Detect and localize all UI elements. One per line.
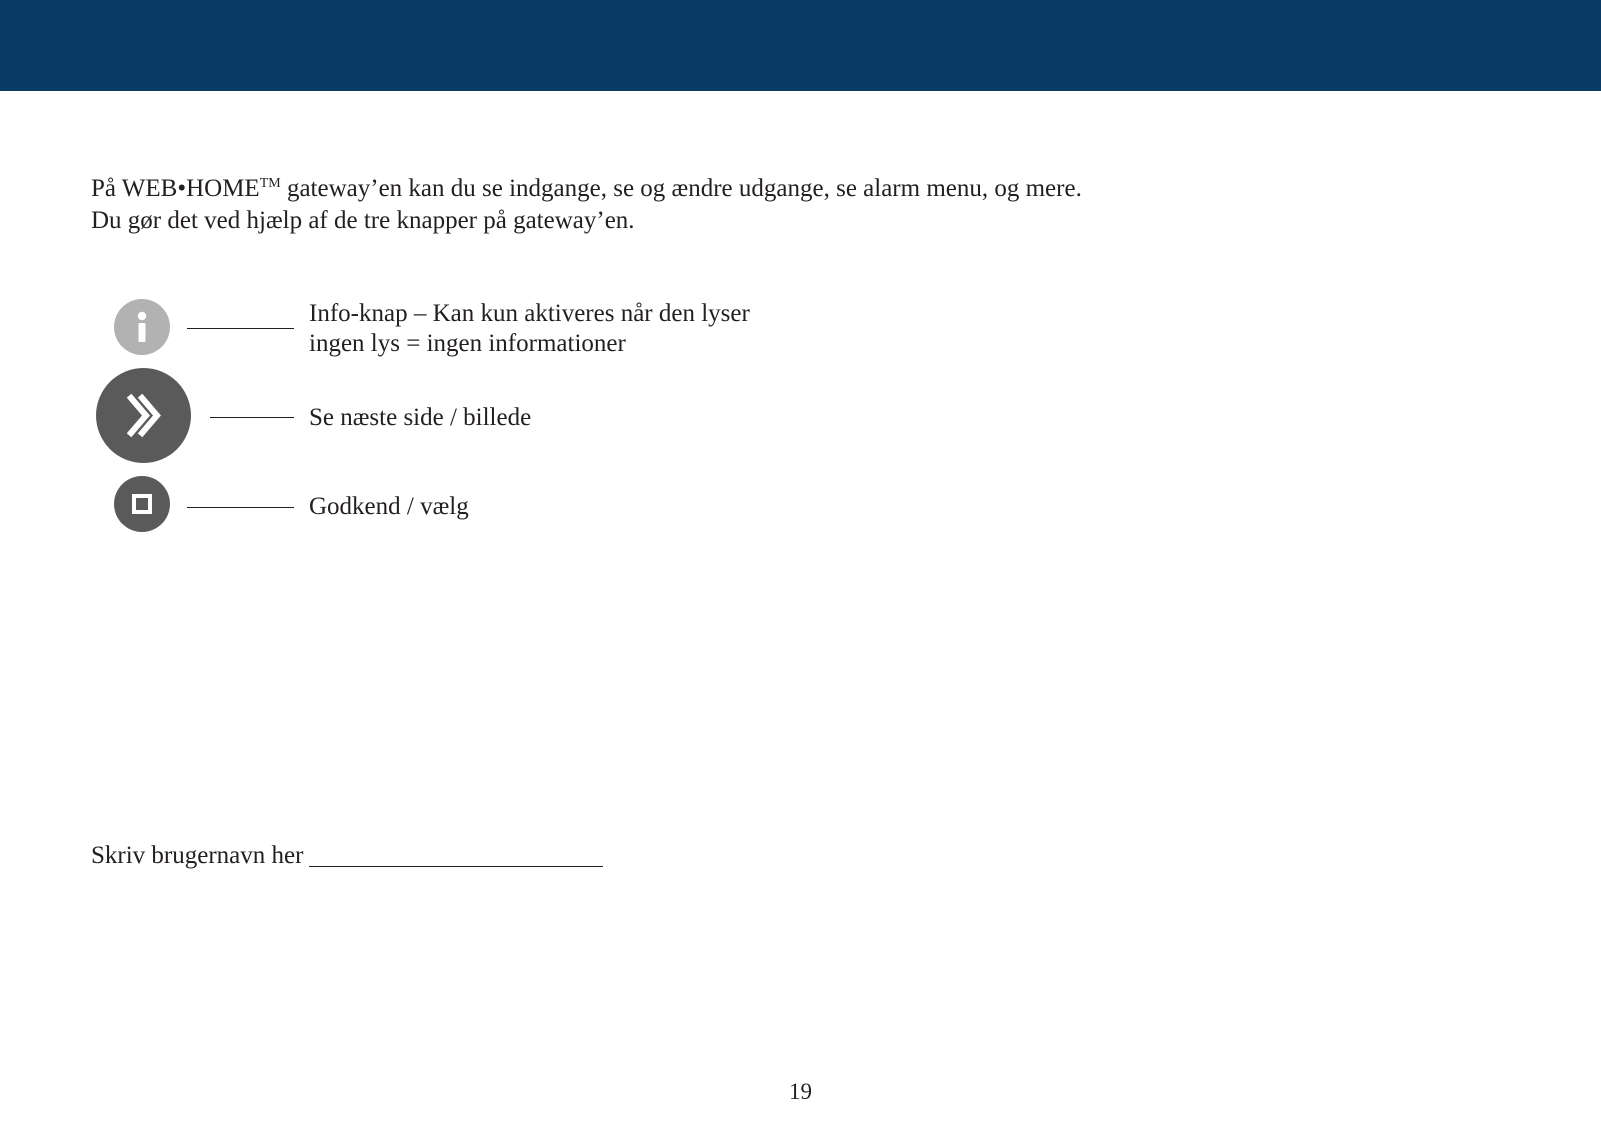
intro-text <box>91 173 1082 237</box>
trademark-mark: TM <box>259 176 281 191</box>
intro-line-1 <box>91 173 1082 205</box>
intro-line-1-rest: gateway’en kan du se indgange, se og ændre udgange, se alarm menu, og mere. <box>280 175 1082 202</box>
username-row <box>91 840 603 872</box>
double-chevron-right-icon <box>96 368 191 463</box>
page-number: 19 <box>789 1079 812 1104</box>
info-label-line-2: ingen lys = ingen informationer <box>309 330 626 357</box>
intro-brand: På WEB•HOME <box>91 175 260 202</box>
info-icon <box>114 299 170 355</box>
next-button <box>96 368 191 463</box>
username-label: Skriv brugernavn her <box>91 842 304 869</box>
header-band <box>0 0 1601 91</box>
confirm-button-label <box>309 492 469 522</box>
intro-line-2: Du gør det ved hjælp af de tre knapper på gateway’en. <box>91 207 635 234</box>
square-icon <box>114 476 170 532</box>
info-label-line-1: Info-knap – Kan kun aktiveres når den lyser <box>309 300 750 327</box>
username-write-line <box>309 866 603 867</box>
info-leader-line <box>187 328 294 329</box>
next-button-label <box>309 403 531 433</box>
next-leader-line <box>210 417 294 418</box>
next-label-line-1: Se næste side / billede <box>309 404 532 431</box>
info-button <box>114 299 170 355</box>
confirm-leader-line <box>187 507 294 508</box>
confirm-label-line-1: Godkend / vælg <box>309 493 469 520</box>
confirm-button <box>114 476 170 532</box>
info-button-label <box>309 299 750 359</box>
